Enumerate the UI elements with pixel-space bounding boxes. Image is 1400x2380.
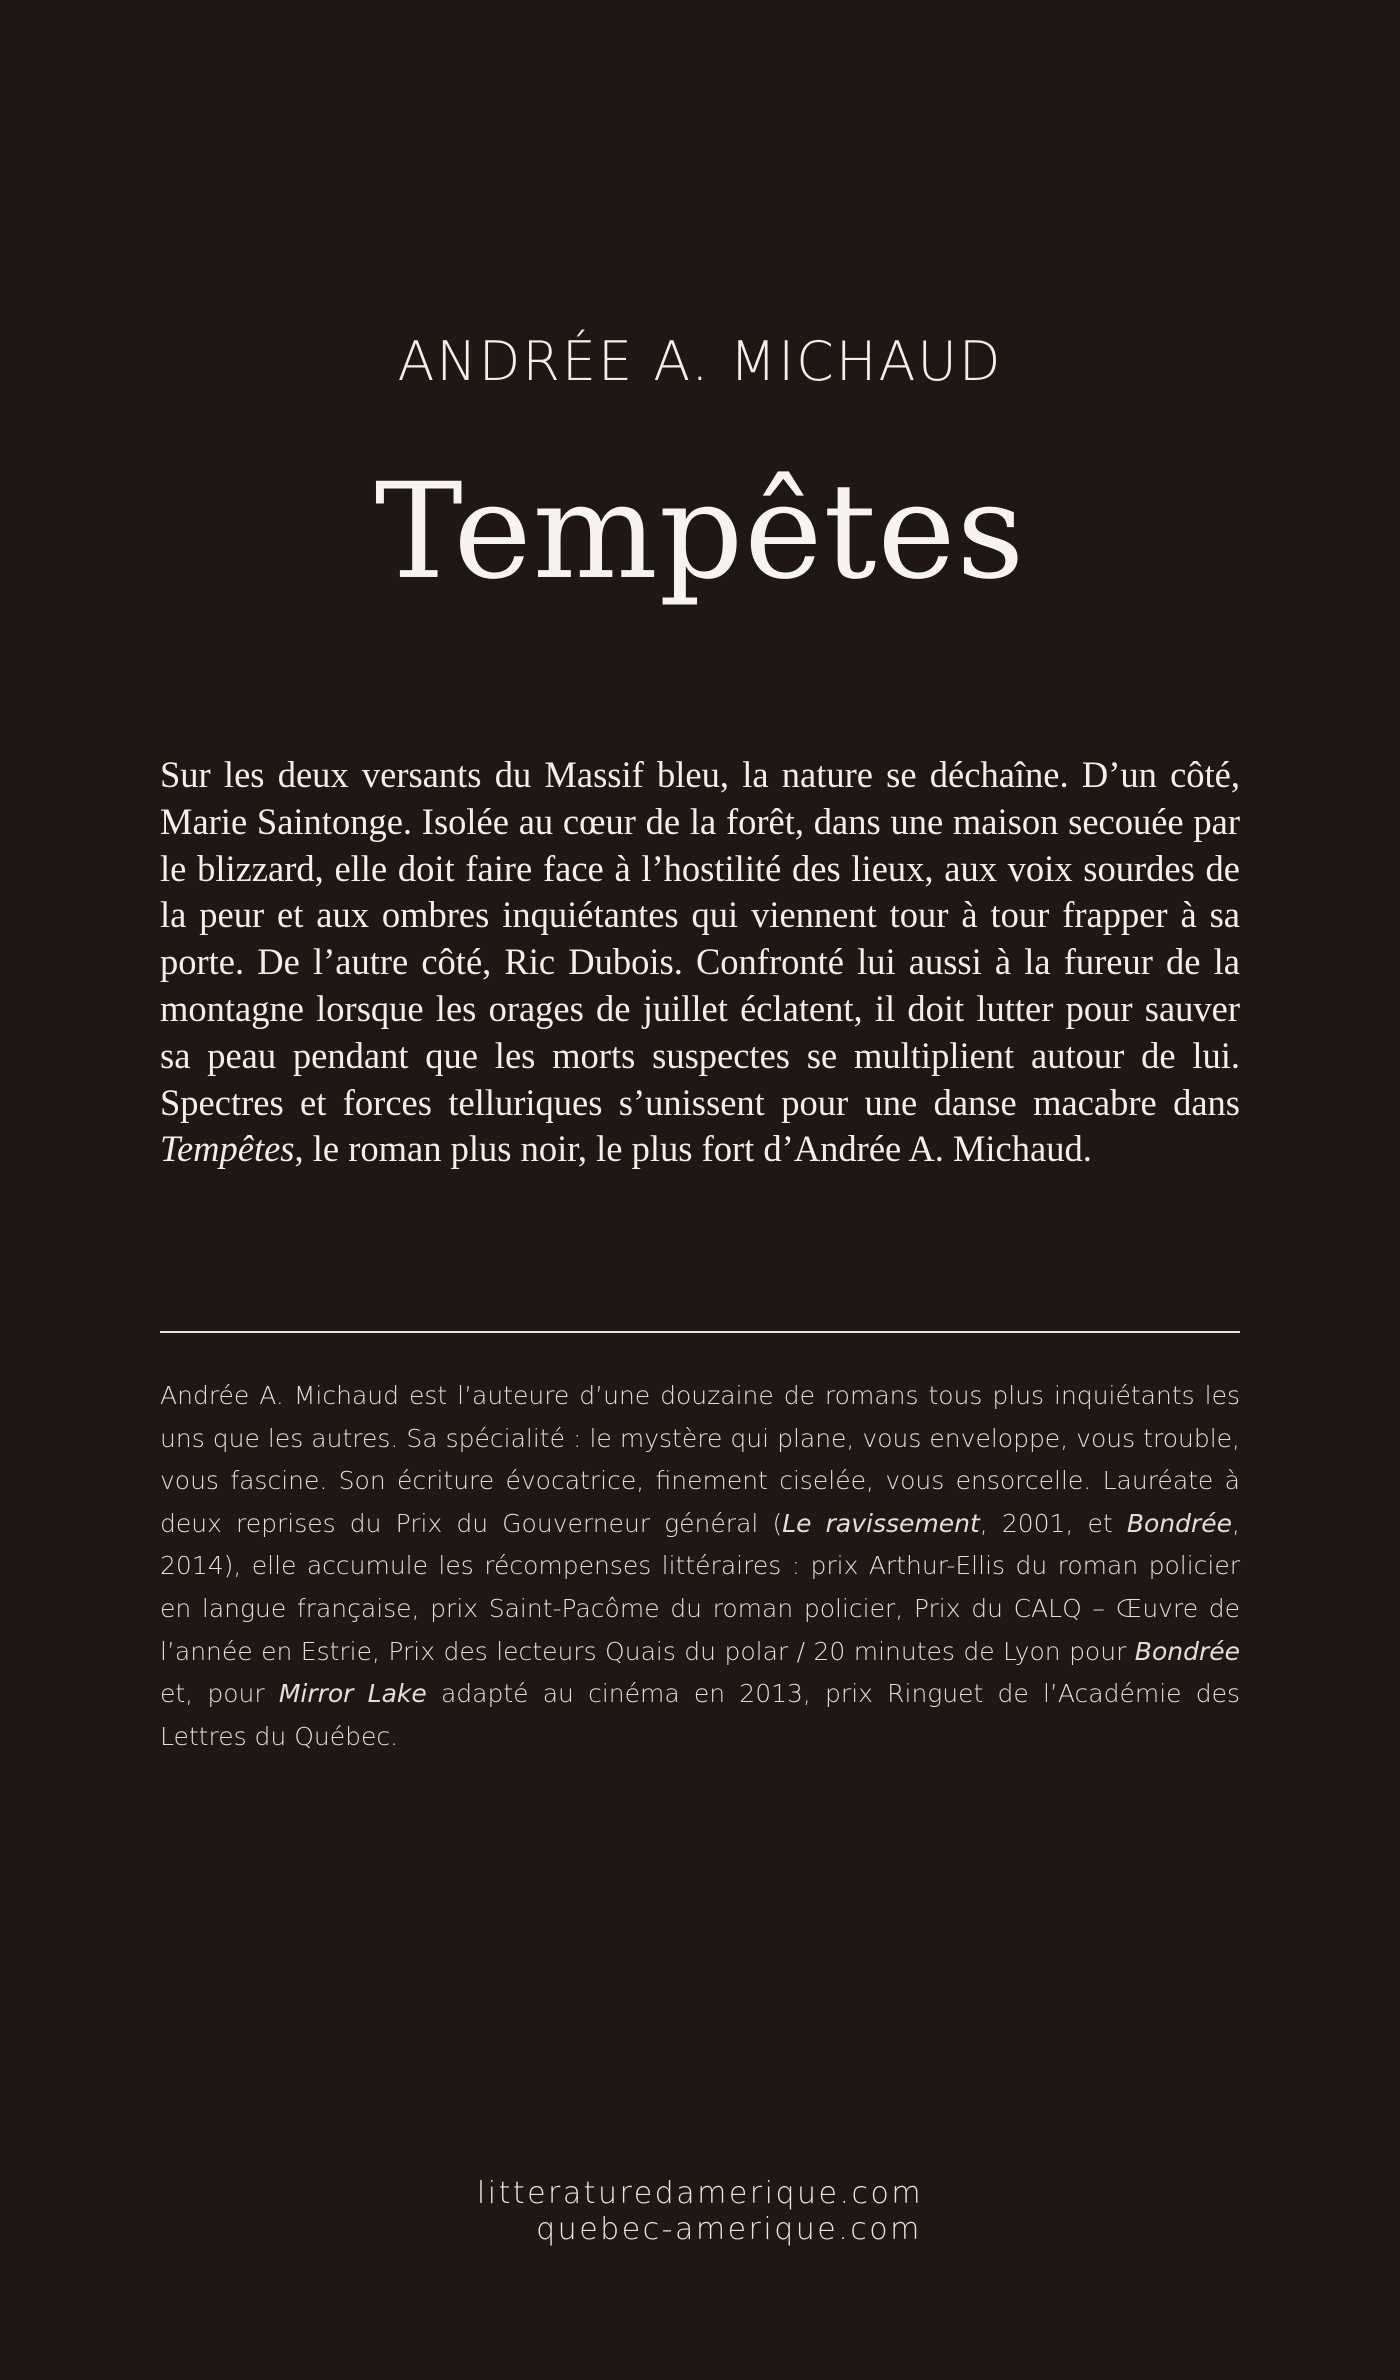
bio-italic-2: Bondrée [1126,1508,1233,1538]
website-1: litteraturedamerique.com [476,2176,924,2211]
author-bio-paragraph [160,1375,1240,1758]
divider-rule [160,1331,1240,1333]
bio-italic-4: Mirror Lake [278,1679,427,1709]
book-title: Tempêtes [374,455,1026,609]
bio-italic-1: Le ravissement [782,1508,980,1538]
website-list [0,2176,1400,2248]
bio-italic-3: Bondrée [1134,1636,1240,1666]
synopsis-paragraph [160,752,1240,1173]
bio-text-2: , 2001, et [979,1508,1127,1538]
synopsis-text-2: , le roman plus noir, le plus fort d’Andrée A. Michaud. [294,1128,1092,1170]
synopsis-italic-title: Tempêtes [160,1128,295,1170]
website-2: quebec-amerique.com [536,2212,922,2247]
bio-text-1: Andrée A. Michaud est l’auteure d’une douzaine de romans tous plus inquiétants les uns que les autres. Sa spécialité : le mystère qui plane, vous enveloppe, vous trouble, vous fascine. Son écriture évocatrice, finement ciselée, vous ensorcelle. Lauréate à deux reprises du Prix du Gouverneur général ( [160,1381,1240,1538]
bio-text-3: , 2014), elle accumule les récompenses littéraires : prix Arthur-Ellis du roman policier en langue française, prix Saint-Pacôme du roman policier, Prix du CALQ – Œuvre de l’année en Estrie, Prix des lecteurs Quais du polar / 20 minutes de Lyon pour [160,1508,1240,1666]
author-name: ANDRÉE A. MICHAUD [397,330,1003,393]
bio-text-4: et, pour [160,1679,279,1709]
bio-text-5: adapté au cinéma en 2013, prix Ringuet de l’Académie des Lettres du Québec. [160,1679,1240,1751]
synopsis-text-1: Sur les deux versants du Massif bleu, la nature se déchaîne. D’un côté, Marie Saintonge. Isolée au cœur de la forêt, dans une maison secouée par le blizzard, elle doit faire face à l’hostilité des lieux, aux voix sourdes de la peur et aux ombres inquiétantes qui viennent tour à tour frapper à sa porte. De l’autre côté, Ric Dubois. Confronté lui aussi à la fureur de la montagne lorsque les orages de juillet éclatent, il doit lutter pour sauver sa peau pendant que les morts suspectes se multiplient autour de lui. Spectres et forces telluriques s’unissent pour une danse macabre dans [160,754,1240,1123]
